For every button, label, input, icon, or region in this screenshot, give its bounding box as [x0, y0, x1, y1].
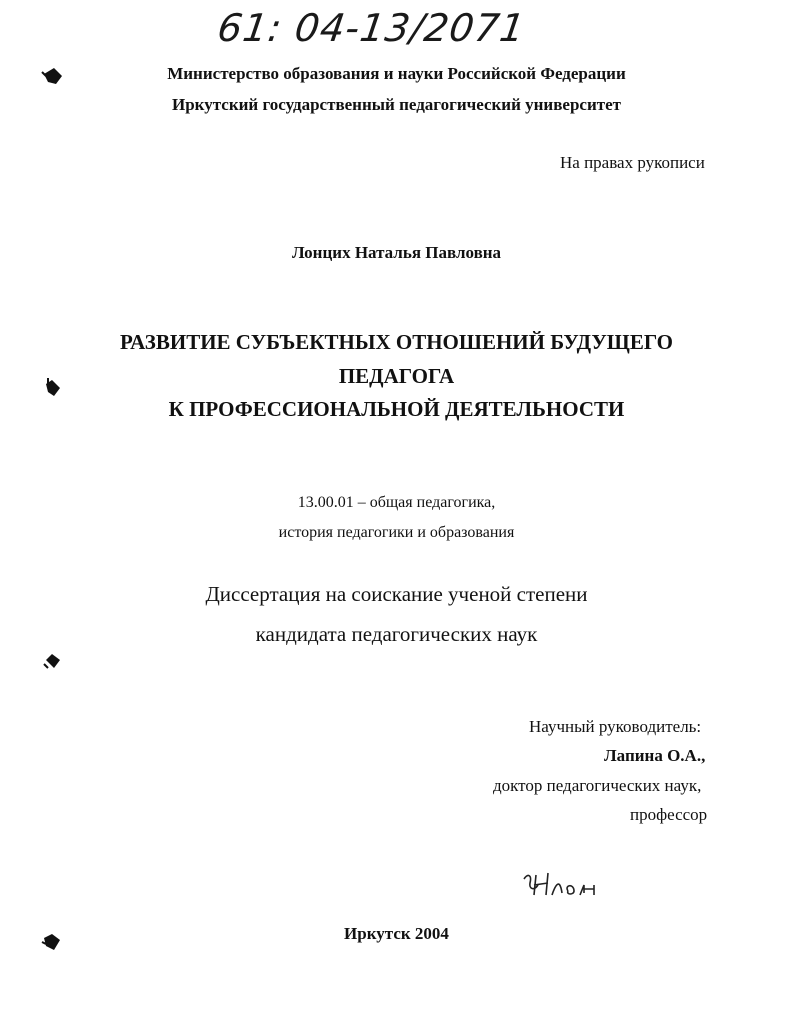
author-name: Лонцих Наталья Павловна [291, 243, 502, 262]
ministry-name: Министерство образования и науки Российской Федерации [167, 64, 626, 83]
city-and-year: Иркутск 2004 [344, 924, 449, 943]
university-name: Иркутский государственный педагогический университет [171, 95, 621, 114]
rights-note: На правах рукописи [560, 153, 705, 172]
binding-mark-icon [38, 374, 68, 404]
handwritten-archive-code: 61: 04-13/2071 [214, 6, 529, 50]
binding-mark-icon [38, 62, 68, 92]
title-line-2: ПЕДАГОГА [338, 364, 455, 388]
supervisor-rank: профессор [630, 805, 708, 824]
degree-line-1: Диссертация на соискание ученой степени [205, 582, 588, 606]
binding-mark-icon [38, 928, 68, 958]
binding-mark-icon [38, 646, 68, 676]
specialty-name: история педагогики и образования [278, 524, 515, 541]
title-line-1: РАЗВИТИЕ СУБЪЕКТНЫХ ОТНОШЕНИЙ БУДУЩЕГО [120, 330, 673, 354]
title-line-3: К ПРОФЕССИОНАЛЬНОЙ ДЕЯТЕЛЬНОСТИ [168, 397, 625, 421]
supervisor-name: Лапина О.А., [604, 746, 706, 765]
supervisor-label: Научный руководитель: [529, 717, 702, 736]
degree-line-2: кандидата педагогических наук [255, 622, 538, 646]
specialty-code: 13.00.01 – общая педагогика, [297, 494, 496, 511]
supervisor-degree: доктор педагогических наук, [493, 776, 702, 795]
handwritten-signature [520, 865, 610, 905]
